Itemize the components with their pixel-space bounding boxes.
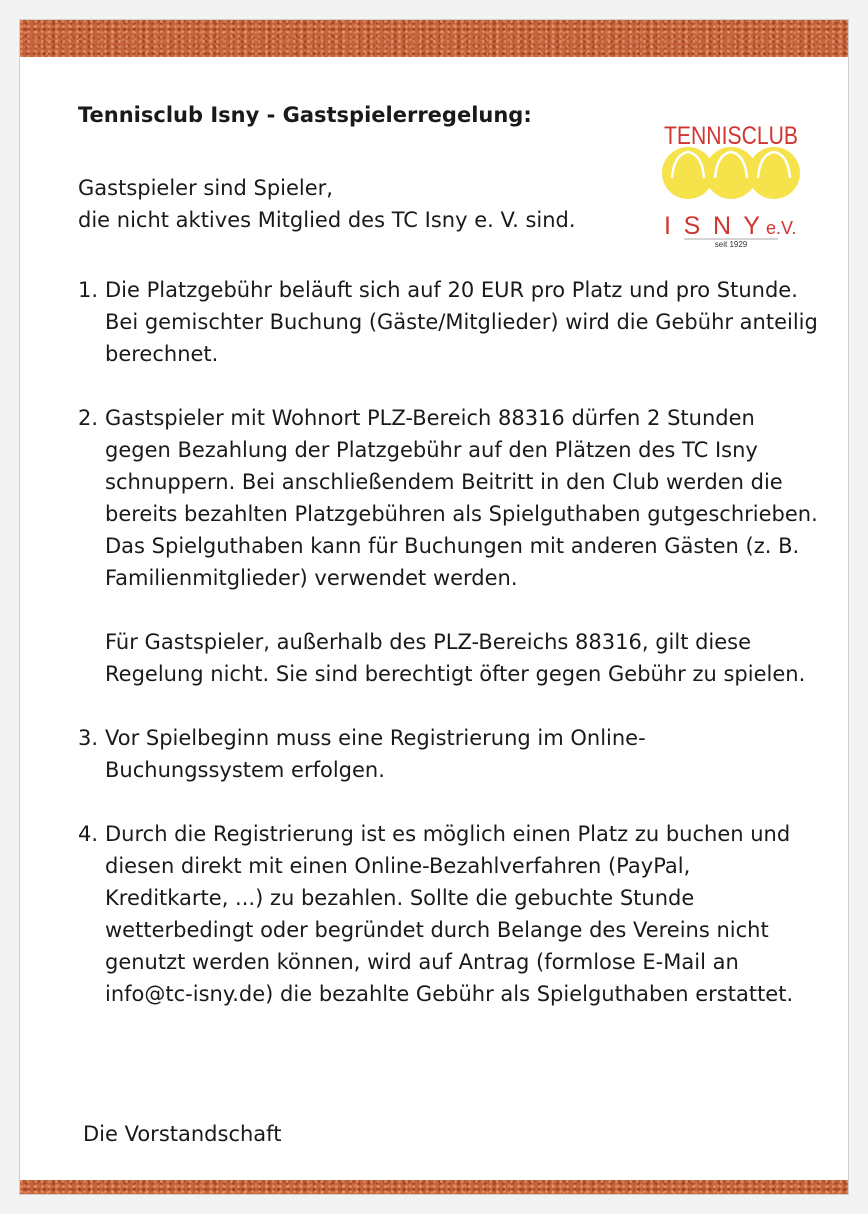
logo-wordmark: TENNISCLUB — [664, 122, 798, 150]
rule-paragraph: Vor Spielbeginn muss eine Registrierung im Online-Buchungssystem erfolgen. — [105, 726, 646, 782]
document-title: Tennisclub Isny - Gastspielerregelung: — [78, 103, 532, 127]
intro-line: die nicht aktives Mitglied des TC Isny e. V. sind. — [78, 208, 576, 232]
signature: Die Vorstandschaft — [83, 1122, 282, 1146]
clay-court-banner-bottom — [20, 1180, 848, 1194]
rule-item-2 — [78, 402, 818, 690]
intro-line: Gastspieler sind Spieler, — [78, 176, 333, 200]
rule-number: 2. — [78, 406, 99, 430]
rule-number: 3. — [78, 726, 99, 750]
intro-text — [78, 172, 618, 236]
rule-number: 4. — [78, 822, 99, 846]
logo-since: seit 1929 — [714, 240, 748, 249]
document-page — [19, 19, 849, 1195]
rule-paragraph: Durch die Registrierung ist es möglich einen Platz zu buchen und diesen direkt mit einen Online-Bezahlverfahren (PayPal, Kreditkarte, ...) zu bezahlen. Sollte die gebuchte Stunde wetterbedingt oder begründet durch Belange des Vereins nicht genutzt werden können, wird auf Antrag (formlose E-Mail an info@tc-isny.de) die bezahlte Gebühr als Spielguthaben erstattet. — [105, 822, 794, 1006]
rule-item-1 — [78, 274, 818, 370]
logo-town: I S N Y — [664, 212, 760, 240]
rule-item-4 — [78, 818, 818, 1010]
rule-number: 1. — [78, 278, 99, 302]
rule-paragraph: Gastspieler mit Wohnort PLZ-Bereich 88316 dürfen 2 Stunden gegen Bezahlung der Platzgebühr auf den Plätzen des TC Isny schnuppern. Bei anschließendem Beitritt in den Club werden die bereits bezahlten Platzgebühren als Spielguthaben gutgeschrieben. Das Spielguthaben kann für Buchungen mit anderen Gästen (z. B. Familienmitglieder) verwendet werden. — [105, 406, 818, 590]
tennisclub-logo — [660, 118, 802, 248]
rules-list — [78, 274, 818, 1010]
tennis-ball-icon — [748, 147, 800, 199]
rule-item-3 — [78, 722, 818, 786]
rule-paragraph: Die Platzgebühr beläuft sich auf 20 EUR pro Platz und pro Stunde. Bei gemischter Buchung (Gäste/Mitglieder) wird die Gebühr anteilig berechnet. — [105, 278, 818, 366]
rule-paragraph: Für Gastspieler, außerhalb des PLZ-Bereichs 88316, gilt diese Regelung nicht. Sie sind berechtigt öfter gegen Gebühr zu spielen. — [105, 630, 806, 686]
logo-suffix: e.V. — [766, 218, 797, 238]
clay-court-banner-top — [20, 20, 848, 57]
